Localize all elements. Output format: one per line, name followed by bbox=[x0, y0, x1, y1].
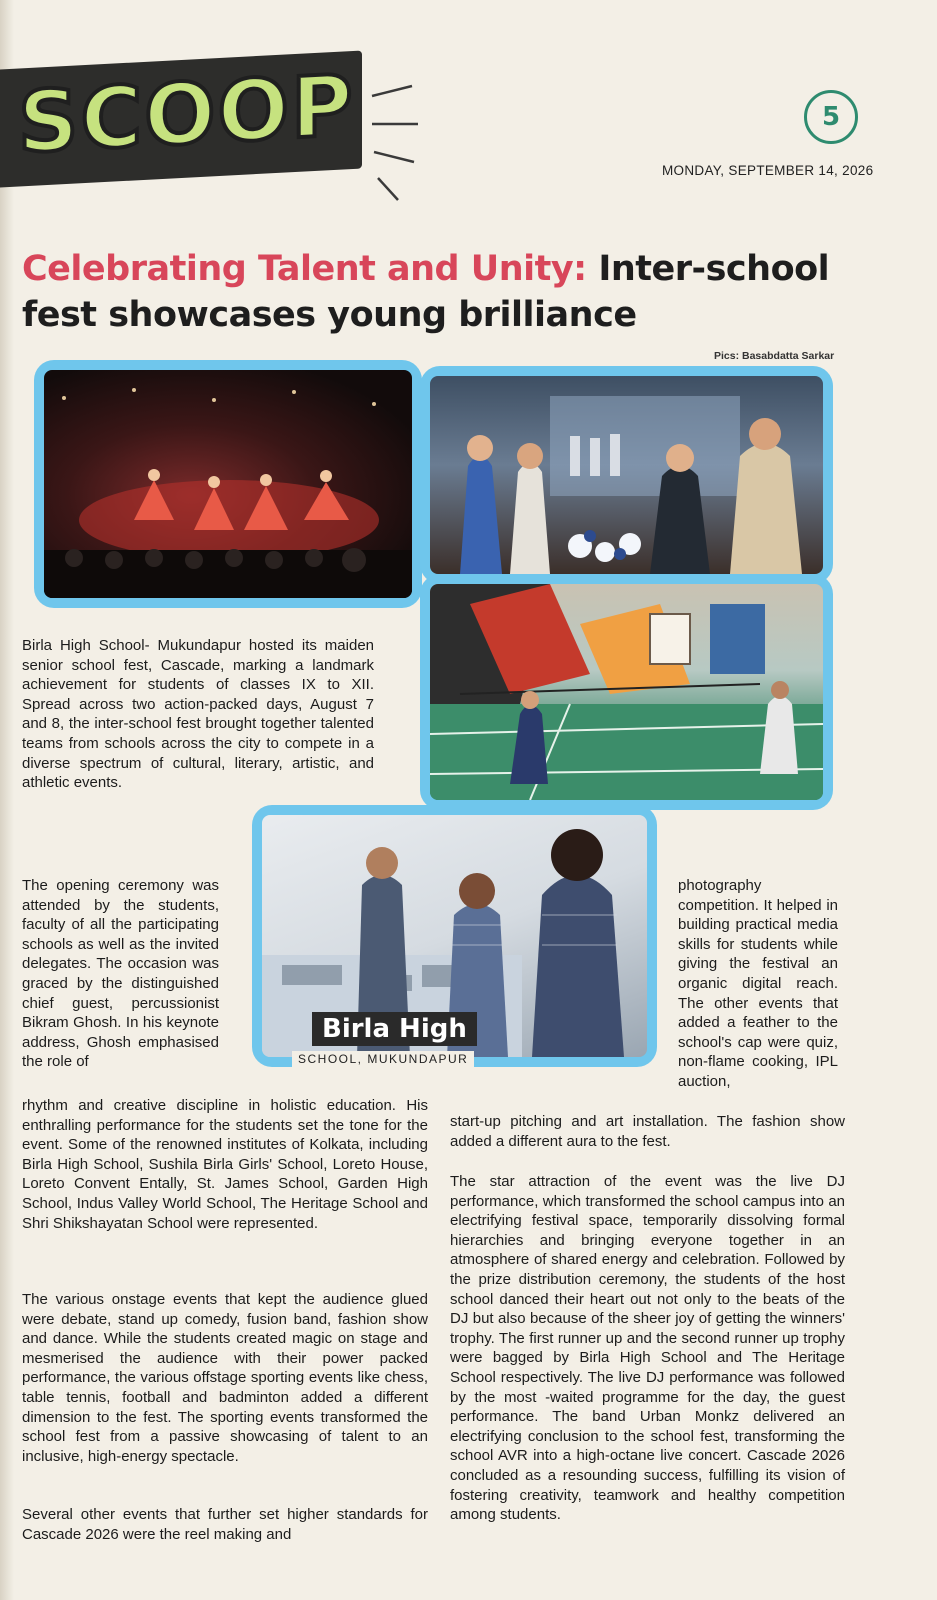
article-paragraph-other-events-end: start-up pitching and art installation. The fashion show added a different aura to the fest. bbox=[450, 1113, 845, 1150]
photo-credit: Pics: Basabdatta Sarkar bbox=[714, 350, 835, 362]
article-paragraph-events: The various onstage events that kept the audience glued were debate, stand up comedy, fusion band, fashion show and dance. While the students created magic on stage and mesmerised the audience with their power packed performance, the various offstage sporting events like chess, table tennis, football and badminton added a different dimension to the fest. The sporting events transformed the school fest from a passive showcasing of talent to an inclusive, high-energy spectacle. bbox=[22, 1291, 428, 1465]
headline bbox=[22, 246, 902, 338]
headline-rest: Inter-school fest showcases young brilliance bbox=[22, 249, 830, 335]
article-paragraph-other-events-start: Several other events that further set higher standards for Cascade 2026 were the reel making and bbox=[22, 1506, 428, 1543]
photo-caption-title: Birla High bbox=[312, 1012, 477, 1046]
issue-date: MONDAY, SEPTEMBER 14, 2026 bbox=[662, 163, 874, 178]
article-paragraph-ceremony-start: The opening ceremony was attended by the students, faculty of all the participating schools as well as the invited delegates. The occasion was graced by the distinguished chief guest, percussionist Bikram Ghosh. In his keynote address, Ghosh emphasised the role of bbox=[22, 877, 219, 1071]
article-paragraph-other-events-mid: photography competition. It helped in building practical media skills for students while giving the festival an organic digital reach. The other events that added a feather to the school's cap were quiz, non-flame cooking, IPL auction, bbox=[678, 877, 838, 1090]
photo-guests-felicitation bbox=[420, 366, 833, 584]
article-paragraph-ceremony-end: rhythm and creative discipline in holistic education. His enthralling performance for the students set the tone for the event. Some of the renowned institutes of Kolkata, including Birla High School, Sushila Birla Girls' School, Loreto House, Loreto Convent Entally, St. James School, Garden High School, Indus Valley World School, The Heritage School and Shri Shikshayatan School were represented. bbox=[22, 1097, 428, 1232]
photo-dance-performance bbox=[34, 360, 422, 608]
photo-caption-subtitle: SCHOOL, MUKUNDAPUR bbox=[292, 1051, 474, 1067]
photo-badminton-court bbox=[420, 574, 833, 810]
headline-highlight: Celebrating Talent and Unity: bbox=[22, 249, 587, 289]
page-number: 5 bbox=[804, 90, 858, 144]
page-edge bbox=[0, 0, 14, 1600]
article-paragraph-intro: Birla High School- Mukundapur hosted its maiden senior school fest, Cascade, marking a landmark achievement for students of classes IX to XII. Spread across two action-packed days, August 7 and 8, the inter-school fest brought together talented teams from schools across the city to compete in a diverse spectrum of cultural, literary, artistic, and athletic events. bbox=[22, 637, 374, 792]
sparkle-rays-icon bbox=[368, 84, 438, 204]
article-paragraph-dj-performance: The star attraction of the event was the live DJ performance, which transformed the school campus into an electrifying festival space, temporarily dissolving formal hierarchies and bringing everyone together in an atmosphere of shared energy and celebration. Followed by the prize distribution ceremony, the students of the host school danced their heart out not only to the beats of the DJ but also because of the sheer joy of getting the winners' trophy. The first runner up and the second runner up trophy were bagged by Birla High School and The Heritage School respectively. The live DJ performance was followed by the most -waited programme for the day, the guest performance. The band Urban Monkz delivered an electrifying conclusion to the school fest, transforming the school AVR into a high-octane live concert. Cascade 2026 concluded as a resounding success, fulfilling its vision of fostering creativity, teamwork and healthy competition among students. bbox=[450, 1173, 845, 1524]
section-title: SCOOP bbox=[18, 56, 355, 172]
